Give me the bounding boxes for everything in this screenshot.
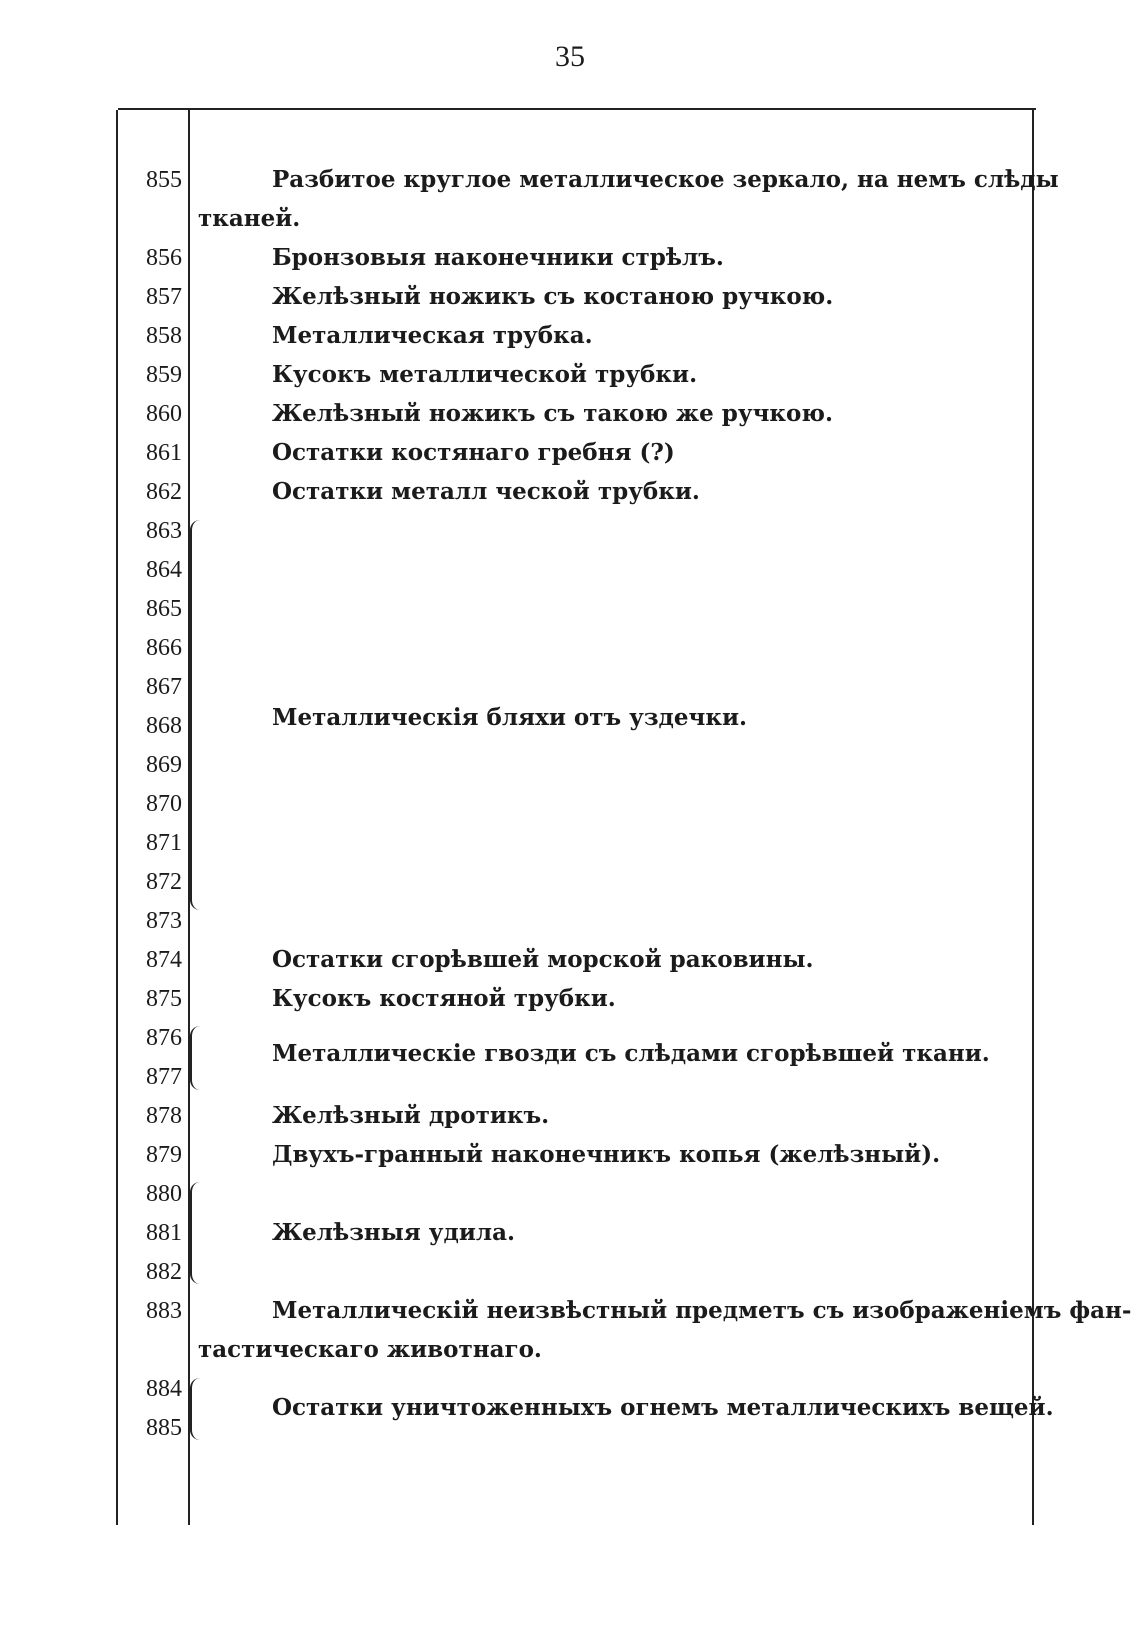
item-number-876: 876 <box>146 1025 182 1051</box>
item-number-881: 881 <box>146 1220 182 1246</box>
item-description-884-885: Остатки уничтоженныхъ огнемъ металлическихъ вещей. <box>272 1394 1054 1421</box>
item-number-885: 885 <box>146 1415 182 1441</box>
item-description-856: Бронзовыя наконечники стрѣлъ. <box>272 244 724 271</box>
item-description-879: Двухъ-гранный наконечникъ копья (желѣзный). <box>272 1141 941 1168</box>
item-number-867: 867 <box>146 674 182 700</box>
item-description-859: Кусокъ металлической трубки. <box>272 361 698 388</box>
item-number-875: 875 <box>146 986 182 1012</box>
item-description-876-877: Металлическіе гвозди съ слѣдами сгорѣвшей ткани. <box>272 1040 990 1067</box>
item-description-858: Металлическая трубка. <box>272 322 593 349</box>
item-number-861: 861 <box>146 440 182 466</box>
group-brace-880-882 <box>190 1182 202 1284</box>
item-description-875: Кусокъ костяной трубки. <box>272 985 616 1012</box>
item-description-863-873: Металлическія бляхи отъ уздечки. <box>272 704 748 731</box>
item-number-884: 884 <box>146 1376 182 1402</box>
item-description-862: Остатки металл ческой трубки. <box>272 478 700 505</box>
item-description-860: Желѣзный ножикъ съ такою же ручкою. <box>272 400 833 427</box>
item-number-869: 869 <box>146 752 182 778</box>
item-number-857: 857 <box>146 284 182 310</box>
item-number-858: 858 <box>146 323 182 349</box>
item-description-857: Желѣзный ножикъ съ костаною ручкою. <box>272 283 834 310</box>
item-description-883-continued: тастическаго животнаго. <box>198 1336 542 1363</box>
item-number-860: 860 <box>146 401 182 427</box>
item-number-863: 863 <box>146 518 182 544</box>
item-number-880: 880 <box>146 1181 182 1207</box>
item-number-865: 865 <box>146 596 182 622</box>
item-number-864: 864 <box>146 557 182 583</box>
item-description-855: Разбитое круглое металлическое зеркало, на немъ слѣды <box>272 166 1059 193</box>
item-description-861: Остатки костянаго гребня (?) <box>272 439 675 466</box>
page-number: 35 <box>555 40 585 73</box>
item-number-877: 877 <box>146 1064 182 1090</box>
item-number-855: 855 <box>146 167 182 193</box>
item-number-859: 859 <box>146 362 182 388</box>
item-number-871: 871 <box>146 830 182 856</box>
item-number-873: 873 <box>146 908 182 934</box>
group-brace-863-873 <box>190 520 202 910</box>
item-number-866: 866 <box>146 635 182 661</box>
item-description-878: Желѣзный дротикъ. <box>272 1102 550 1129</box>
group-brace-876-877 <box>190 1026 202 1090</box>
item-number-879: 879 <box>146 1142 182 1168</box>
item-number-856: 856 <box>146 245 182 271</box>
item-description-855-continued: тканей. <box>198 205 301 232</box>
item-number-874: 874 <box>146 947 182 973</box>
item-description-874: Остатки сгорѣвшей морской раковины. <box>272 946 814 973</box>
item-description-880-882: Желѣзныя удила. <box>272 1219 516 1246</box>
item-number-870: 870 <box>146 791 182 817</box>
item-description-883: Металлическій неизвѣстный предметъ съ изображеніемъ фан- <box>272 1297 1132 1324</box>
item-number-862: 862 <box>146 479 182 505</box>
table-top-rule <box>118 108 1036 110</box>
item-number-868: 868 <box>146 713 182 739</box>
item-number-883: 883 <box>146 1298 182 1324</box>
item-number-872: 872 <box>146 869 182 895</box>
group-brace-884-885 <box>190 1378 202 1440</box>
item-number-882: 882 <box>146 1259 182 1285</box>
item-number-878: 878 <box>146 1103 182 1129</box>
